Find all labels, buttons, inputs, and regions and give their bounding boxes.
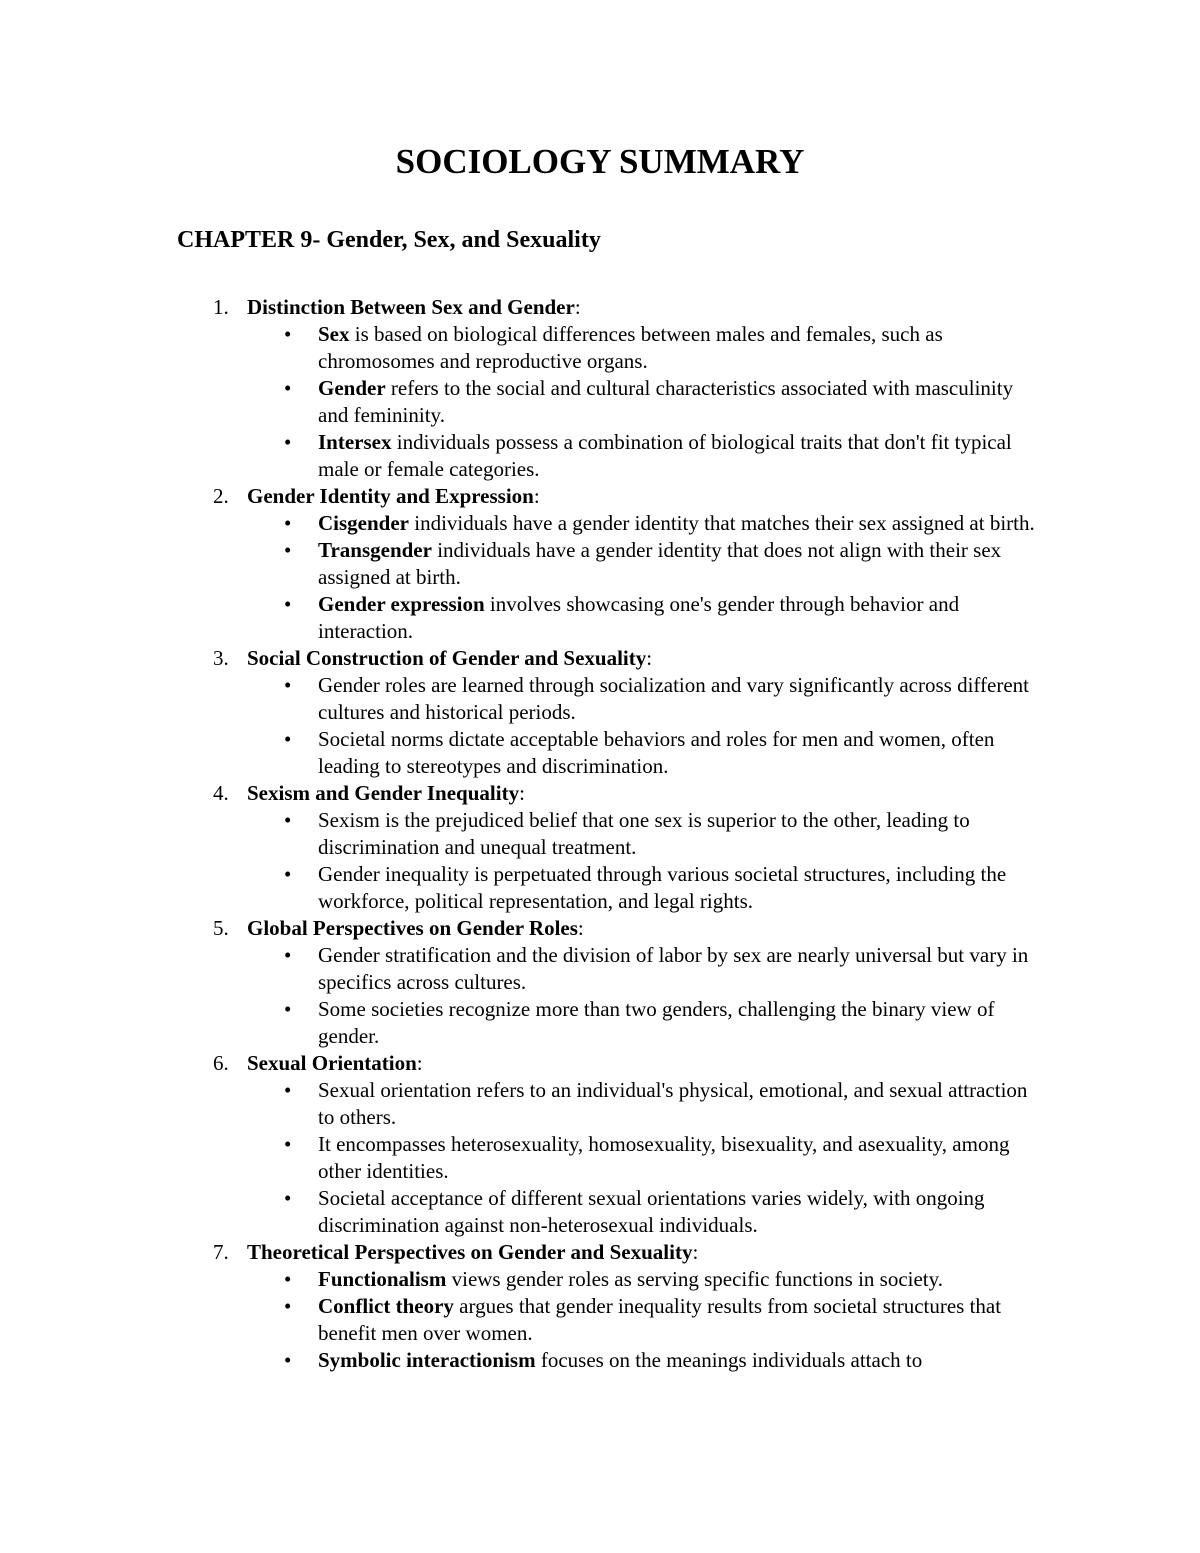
bullet-text: Sexual orientation refers to an individual's physical, emotional, and sexual attraction to others.: [318, 1078, 1028, 1129]
outline-section: [177, 915, 1047, 1050]
bullet-text: individuals have a gender identity that does not align with their sex assigned at birth.: [318, 538, 1002, 589]
section-heading: [247, 645, 1047, 672]
bullet-text: Gender stratification and the division of labor by sex are nearly universal but vary in specifics across cultures.: [318, 943, 1029, 994]
bullet-icon: •: [284, 727, 292, 751]
bullet-item: [247, 1347, 1047, 1374]
section-title-colon: :: [519, 781, 525, 805]
bullet-item: [247, 861, 1047, 915]
bullet-text: Societal acceptance of different sexual orientations varies widely, with ongoing discrimination against non-heterosexual individuals.: [318, 1186, 985, 1237]
outline-section: [177, 294, 1047, 483]
bullet-item: [247, 996, 1047, 1050]
chapter-outline: [177, 294, 1047, 1374]
section-heading: [247, 780, 1047, 807]
section-number: 1.: [213, 295, 229, 319]
section-number: 2.: [213, 484, 229, 508]
bullet-list: [247, 807, 1047, 915]
key-term: Sex: [318, 322, 350, 346]
bullet-item: [247, 429, 1047, 483]
outline-section: [177, 645, 1047, 780]
bullet-list: [247, 1266, 1047, 1374]
bullet-icon: •: [284, 673, 292, 697]
document-title: SOCIOLOGY SUMMARY: [395, 142, 805, 181]
section-title-colon: :: [416, 1051, 423, 1075]
bullet-icon: •: [284, 808, 292, 832]
section-number: 4.: [213, 781, 229, 805]
section-heading: [247, 1050, 1047, 1077]
bullet-text: argues that gender inequality results from societal structures that benefit men over women.: [318, 1294, 1002, 1345]
bullet-item: [247, 672, 1047, 726]
bullet-icon: •: [284, 1348, 292, 1372]
outline-section: [177, 1239, 1047, 1374]
bullet-text: Sexism is the prejudiced belief that one sex is superior to the other, leading to discrimination and unequal treatment.: [318, 808, 970, 859]
section-number: 5.: [213, 916, 229, 940]
bullet-text: Gender roles are learned through socialization and vary significantly across different cultures and historical periods.: [318, 673, 1030, 724]
bullet-icon: •: [284, 538, 292, 562]
key-term: Functionalism: [318, 1267, 447, 1291]
section-title: Gender Identity and Expression: [247, 484, 534, 508]
outline-section: [177, 1050, 1047, 1239]
section-title-colon: :: [574, 295, 581, 319]
bullet-icon: •: [284, 430, 292, 454]
bullet-text: views gender roles as serving specific functions in society.: [446, 1267, 944, 1291]
bullet-icon: •: [284, 322, 292, 346]
bullet-item: [247, 321, 1047, 375]
bullet-icon: •: [284, 1294, 292, 1318]
section-heading: [247, 483, 1047, 510]
bullet-text: involves showcasing one's gender through behavior and interaction.: [318, 592, 960, 643]
bullet-text: Gender inequality is perpetuated through various societal structures, including the workforce, political representation, and legal rights.: [318, 862, 1007, 913]
section-title: Sexual Orientation: [247, 1051, 417, 1075]
key-term: Conflict theory: [318, 1294, 454, 1318]
bullet-text: It encompasses heterosexuality, homosexuality, bisexuality, and asexuality, among other identities.: [318, 1132, 1010, 1183]
section-title: Sexism and Gender Inequality: [247, 781, 520, 805]
chapter-heading: CHAPTER 9- Gender, Sex, and Sexuality: [177, 227, 601, 253]
section-title-colon: :: [577, 916, 584, 940]
bullet-list: [247, 1077, 1047, 1239]
bullet-item: [247, 1185, 1047, 1239]
bullet-icon: •: [284, 862, 292, 886]
outline-section: [177, 780, 1047, 915]
bullet-item: [247, 807, 1047, 861]
key-term: Intersex: [318, 430, 392, 454]
bullet-icon: •: [284, 1078, 292, 1102]
bullet-icon: •: [284, 376, 292, 400]
bullet-text: focuses on the meanings individuals attach to: [535, 1348, 923, 1372]
bullet-text: individuals have a gender identity that matches their sex assigned at birth.: [409, 511, 1035, 535]
bullet-icon: •: [284, 1132, 292, 1156]
bullet-icon: •: [284, 1267, 292, 1291]
key-term: Gender: [318, 376, 386, 400]
section-heading: [247, 294, 1047, 321]
bullet-text: Some societies recognize more than two genders, challenging the binary view of gender.: [318, 997, 995, 1048]
section-title: Global Perspectives on Gender Roles: [247, 916, 578, 940]
section-title-colon: :: [692, 1240, 699, 1264]
bullet-icon: •: [284, 511, 292, 535]
bullet-list: [247, 942, 1047, 1050]
bullet-item: [247, 1077, 1047, 1131]
section-number: 7.: [213, 1240, 229, 1264]
bullet-text: individuals possess a combination of biological traits that don't fit typical male or female categories.: [318, 430, 1012, 481]
bullet-list: [247, 672, 1047, 780]
bullet-item: [247, 510, 1047, 537]
bullet-item: [247, 1293, 1047, 1347]
bullet-item: [247, 726, 1047, 780]
section-heading: [247, 1239, 1047, 1266]
bullet-icon: •: [284, 943, 292, 967]
section-title-colon: :: [646, 646, 653, 670]
section-number: 3.: [213, 646, 229, 670]
section-title-colon: :: [533, 484, 540, 508]
bullet-icon: •: [284, 592, 292, 616]
key-term: Symbolic interactionism: [318, 1348, 536, 1372]
section-heading: [247, 915, 1047, 942]
bullet-text: Societal norms dictate acceptable behaviors and roles for men and women, often leading to stereotypes and discrimination.: [318, 727, 995, 778]
bullet-text: is based on biological differences between males and females, such as chromosomes and reproductive organs.: [318, 322, 943, 373]
section-title: Social Construction of Gender and Sexuality: [247, 646, 647, 670]
section-title: Distinction Between Sex and Gender: [247, 295, 575, 319]
bullet-item: [247, 1131, 1047, 1185]
bullet-item: [247, 591, 1047, 645]
bullet-text: refers to the social and cultural characteristics associated with masculinity and femininity.: [318, 376, 1014, 427]
outline-section: [177, 483, 1047, 645]
bullet-item: [247, 375, 1047, 429]
bullet-item: [247, 942, 1047, 996]
bullet-item: [247, 1266, 1047, 1293]
section-number: 6.: [213, 1051, 229, 1075]
bullet-item: [247, 537, 1047, 591]
section-title: Theoretical Perspectives on Gender and Sexuality: [247, 1240, 693, 1264]
bullet-list: [247, 510, 1047, 645]
bullet-list: [247, 321, 1047, 483]
key-term: Transgender: [318, 538, 432, 562]
bullet-icon: •: [284, 1186, 292, 1210]
key-term: Cisgender: [318, 511, 409, 535]
bullet-icon: •: [284, 997, 292, 1021]
key-term: Gender expression: [318, 592, 485, 616]
